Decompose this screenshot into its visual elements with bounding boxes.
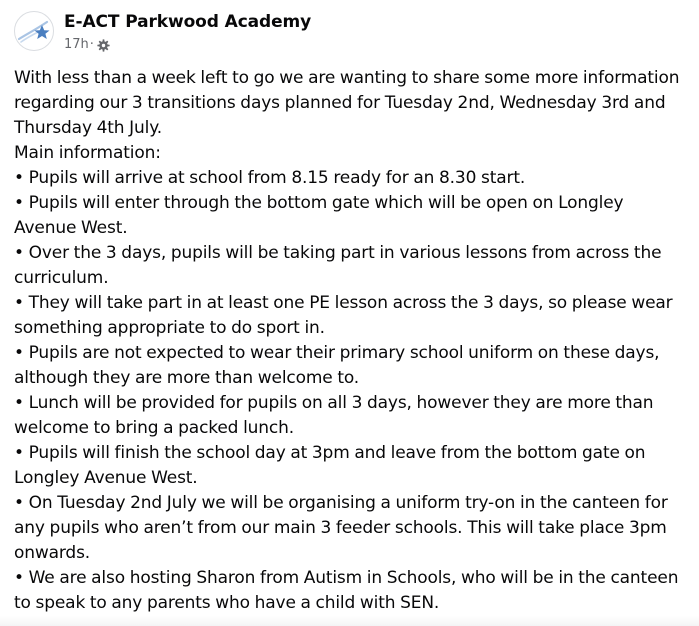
page-name-link[interactable]: E-ACT Parkwood Academy [64,12,312,32]
post-paragraph: Main information: [14,143,161,163]
post-meta [64,11,311,53]
avatar[interactable] [14,11,54,51]
timestamp-link[interactable]: 17h [64,37,89,52]
post-subline [64,37,311,53]
post-paragraph: • Pupils will arrive at school from 8.15 ready for an 8.30 start. [14,168,526,188]
post-paragraph: • Pupils are not expected to wear their primary school uniform on these days, although they are more than welcome to. [14,343,665,388]
post-paragraph: • On Tuesday 2nd July we will be organising a uniform try-on in the canteen for any pupils who aren’t from our main 3 feeder schools. This will take place 3pm onwards. [14,493,673,563]
post-paragraph: • We are also hosting Sharon from Autism in Schools, who will be in the canteen to speak to any parents who have a child with SEN. [14,568,684,613]
post-paragraph: • Pupils will enter through the bottom gate which will be open on Longley Avenue West. [14,193,629,238]
post-body [14,66,690,616]
separator-dot: · [89,37,94,52]
post-paragraph: • Over the 3 days, pupils will be taking part in various lessons from across the curriculum. [14,243,667,288]
star-logo-icon [15,12,53,50]
post-paragraph: With less than a week left to go we are wanting to share some more information regarding our 3 transitions days planned for Tuesday 2nd, Wednesday 3rd and Thursday 4th July. [14,68,685,138]
post-header [14,11,311,55]
gear-icon[interactable] [97,38,111,52]
post-paragraph: • Lunch will be provided for pupils on all 3 days, however they are more than welcome to bring a packed lunch. [14,393,659,438]
post-bottom-edge [0,616,699,626]
post-paragraph: • Pupils will finish the school day at 3pm and leave from the bottom gate on Longley Avenue West. [14,443,651,488]
post-paragraph: • They will take part in at least one PE lesson across the 3 days, so please wear something appropriate to do sport in. [14,293,678,338]
